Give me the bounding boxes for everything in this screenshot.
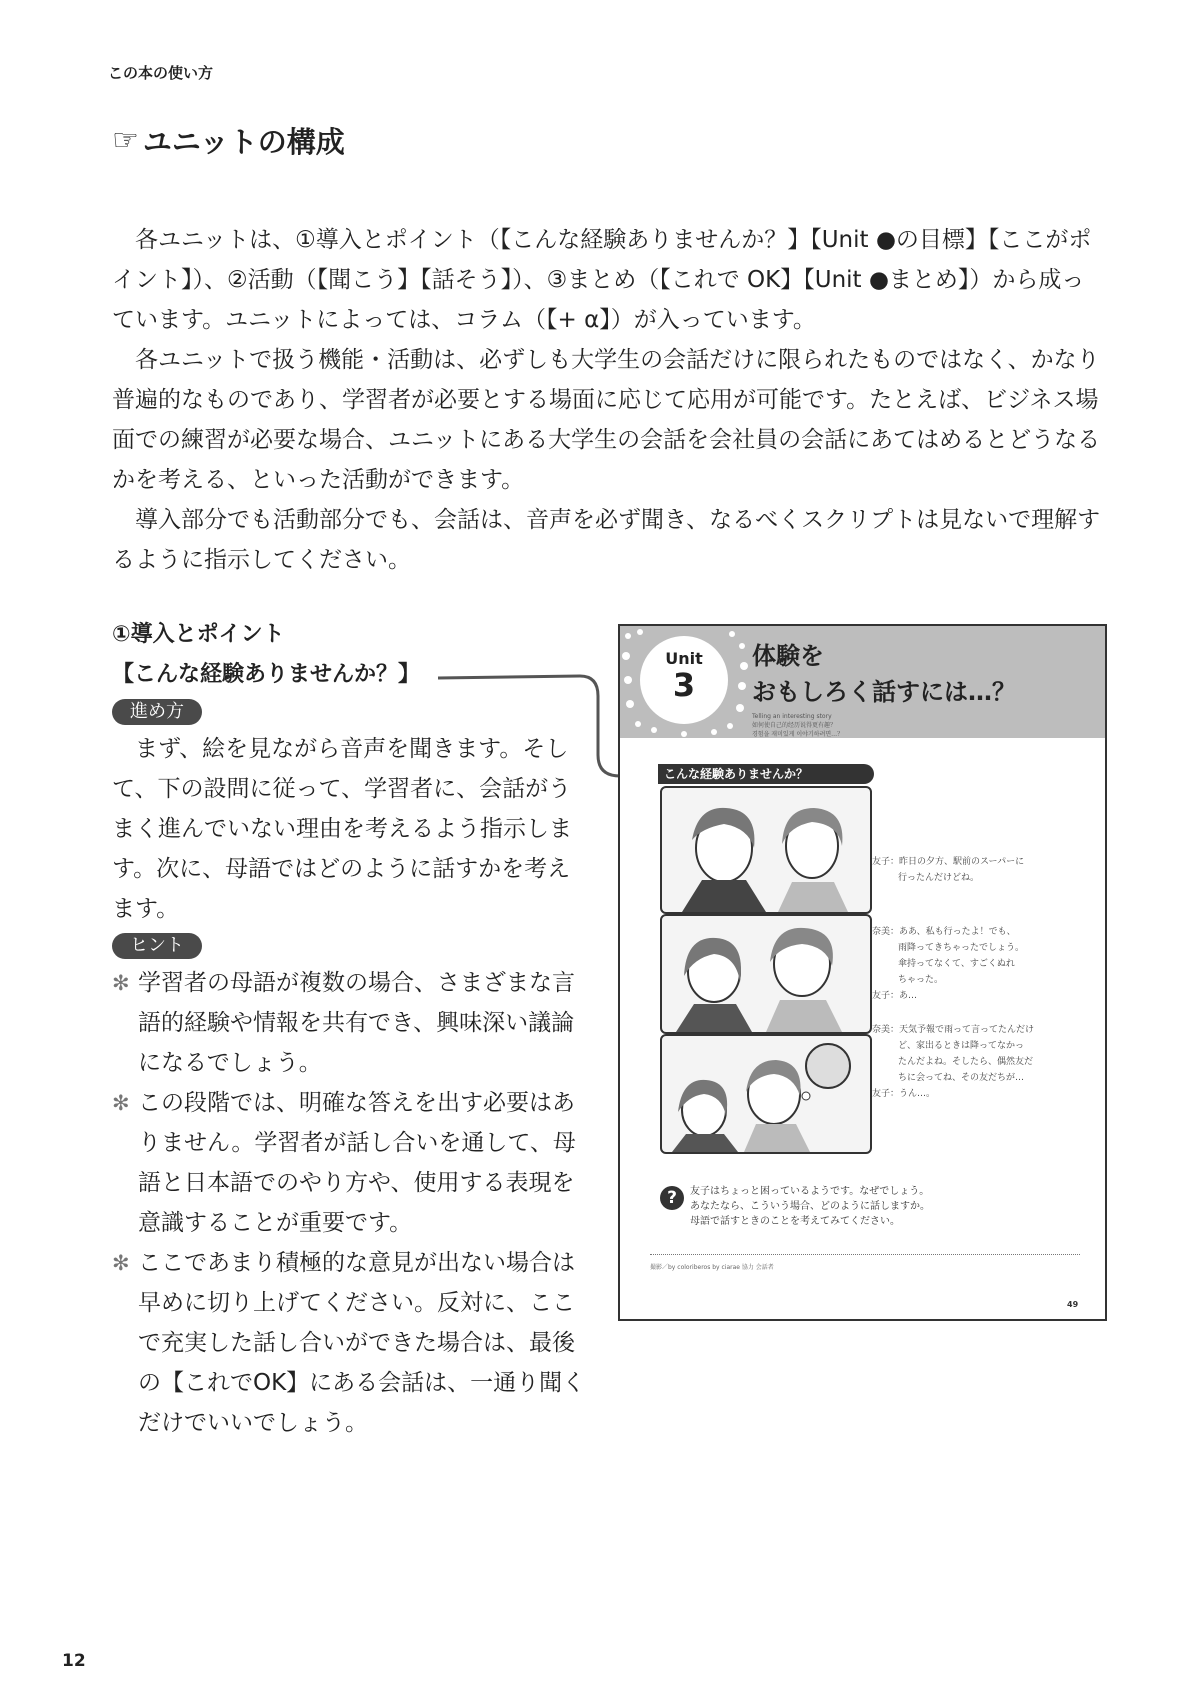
pointing-hand-icon: ☞ <box>112 123 139 158</box>
sample-page-subtitle <box>752 712 843 739</box>
unit-label: Unit <box>665 649 703 668</box>
dialog-line: たんだよね。そしたら、偶然友だ <box>898 1057 1034 1067</box>
hint-text: この段階では、明確な答えを出す必要はありません。学習者が話し合いを通して、母語と日本語でのやり方や、使用する表現を意識することが重要です。 <box>138 1090 576 1236</box>
title-line: おもしろく話すには…？ <box>752 678 1016 706</box>
subtitle-line: Telling an interesting story <box>752 713 832 720</box>
sample-page <box>618 624 1107 1321</box>
flower-bullet-icon: ✻ <box>112 971 130 995</box>
hint-label: ヒント <box>112 933 202 959</box>
dialog-line: 奈美：ああ、私も行ったよ！でも、 <box>872 927 1016 937</box>
page-number: 12 <box>62 1651 86 1671</box>
sample-page-number: 49 <box>1067 1300 1079 1309</box>
hint-item <box>112 963 590 1083</box>
credit-text: 撮影／by coloriberos by ciarae 協力 会話者 <box>650 1264 774 1271</box>
question-icon: ? <box>660 1186 684 1210</box>
dialog-line: 奈美：天気予報で雨って言ってたんだけ <box>872 1025 1035 1035</box>
question-line: あなたなら、こういう場合、どのように話しますか。 <box>690 1201 930 1212</box>
flower-bullet-icon: ✻ <box>112 1251 130 1275</box>
section-title <box>112 120 345 161</box>
running-head: この本の使い方 <box>108 64 214 82</box>
hint-item <box>112 1083 590 1243</box>
dialog-line: 行ったんだけどね。 <box>898 873 980 883</box>
dialog-block <box>872 854 1024 886</box>
question-text <box>690 1184 930 1229</box>
subtitle-line: 如何使自己的经历说得更有趣？ <box>752 722 837 729</box>
dialog-block <box>872 924 1024 1004</box>
sample-page-header <box>620 626 1105 738</box>
unit-badge <box>640 636 728 724</box>
dialog-line: ちに会ってね、その友だちが… <box>898 1073 1025 1083</box>
intro-paragraph: 導入部分でも活動部分でも、会話は、音声を必ず聞き、なるべくスクリプトは見ないで理解するように指示してください。 <box>112 507 1101 573</box>
procedure-text: まず、絵を見ながら音声を聞きます。そして、下の設問に従って、学習者に、会話がうまく進んでいない理由を考えるよう指示します。次に、母語ではどのように話すかを考えます。 <box>112 736 572 922</box>
dialog-line: 傘持ってなくて、すごくぬれ <box>898 959 1015 969</box>
intro-point-heading: ①導入とポイント <box>112 622 285 647</box>
hint-text: ここであまり積極的な意見が出ない場合は早めに切り上げてください。反対に、ここで充実した話し合いができた場合は、最後の【これでOK】にある会話は、一通り聞くだけでいいでしょう。 <box>138 1250 586 1436</box>
question-line: 友子はちょっと困っているようです。なぜでしょう。 <box>690 1186 930 1197</box>
dialog-line: ちゃった。 <box>898 975 944 985</box>
intro-text <box>112 220 1104 580</box>
hint-text: 学習者の母語が複数の場合、さまざまな言語的経験や情報を共有でき、興味深い議論になるでしょう。 <box>138 970 575 1076</box>
dialog-line: 雨降ってきちゃったでしょう。 <box>898 943 1025 953</box>
experience-subheading: 【こんな経験ありませんか？】 <box>112 662 421 687</box>
unit-number: 3 <box>672 666 696 704</box>
hint-item <box>112 1243 590 1443</box>
dialog-line: 友子：うん…。 <box>872 1089 936 1099</box>
flower-bullet-icon: ✻ <box>112 1091 130 1115</box>
section-title-text: ユニットの構成 <box>142 125 345 159</box>
sample-page-title <box>752 638 1016 710</box>
divider <box>650 1254 1080 1255</box>
procedure-label: 進め方 <box>112 699 202 725</box>
comic-illustration-icon <box>662 1036 870 1152</box>
intro-paragraph: 各ユニットは、①導入とポイント（【こんな経験ありませんか？】【Unit ●の目標】【ここがポイント】）、②活動（【聞こう】【話そう】）、③まとめ（【これで OK】【Unit ●まとめ】）から成っています。ユニットによっては、コラム（【+ α】）が入っています。 <box>112 227 1092 333</box>
dialog-line: 友子：昨日の夕方、駅前のスーパーに <box>872 857 1025 867</box>
comic-illustration-icon <box>662 788 870 912</box>
experience-tag: こんな経験ありませんか？ <box>658 764 874 784</box>
dialog-line: ど、家出るときは降ってなかっ <box>898 1041 1025 1051</box>
subtitle-line: 경험을 재미있게 이야기하려면…？ <box>752 731 844 738</box>
dialog-line: 友子：あ… <box>872 991 918 1001</box>
intro-paragraph: 各ユニットで扱う機能・活動は、必ずしも大学生の会話だけに限られたものではなく、かなり普遍的なものであり、学習者が必要とする場面に応じて応用が可能です。たとえば、ビジネス場面での練習が必要な場合、ユニットにある大学生の会話を会社員の会話にあてはめるとどうなるかを考える、といった活動ができます。 <box>112 347 1101 493</box>
comic-panel <box>660 786 872 914</box>
question-line: 母語で話すときのことを考えてみてください。 <box>690 1216 900 1227</box>
comic-panel <box>660 914 872 1034</box>
left-column <box>112 615 590 1443</box>
comic-illustration-icon <box>662 916 870 1032</box>
title-line: 体験を <box>752 642 824 670</box>
comic-panel <box>660 1034 872 1154</box>
dialog-block <box>872 1022 1034 1102</box>
